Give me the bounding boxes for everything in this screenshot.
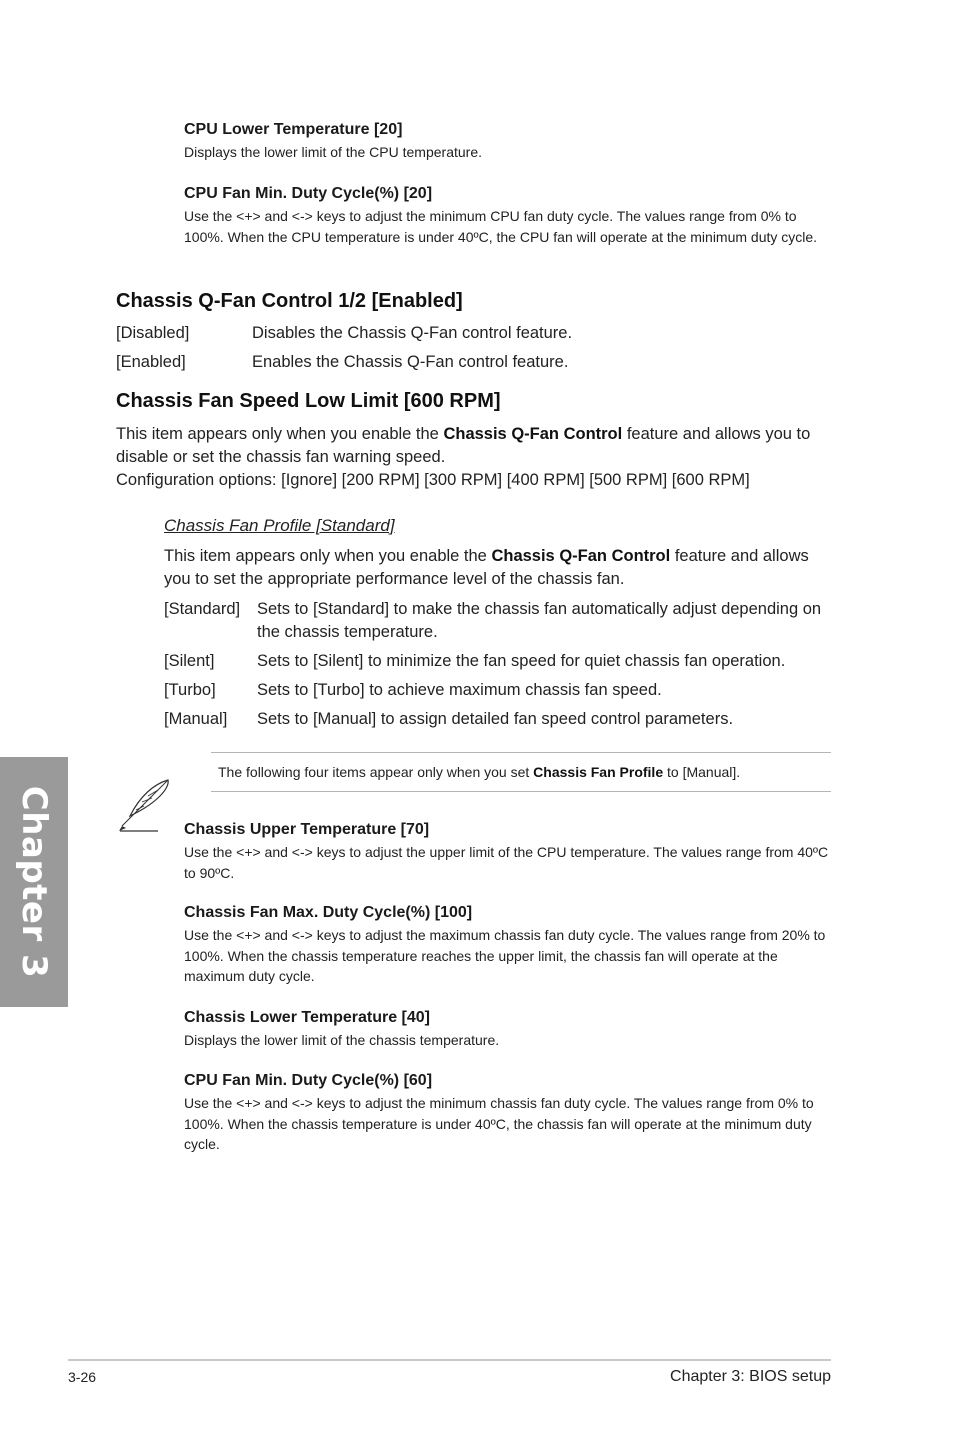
cpu-fan-min-duty-desc: Use the <+> and <-> keys to adjust the minimum CPU fan duty cycle. The values range from 0% to 100%. When the CPU temperature is under 40ºC, the CPU fan will operate at the minimum duty cycle. (184, 208, 818, 245)
chassis-qfan-options (116, 322, 836, 374)
chassis-lower-temp-title: Chassis Lower Temperature [40] (184, 1009, 431, 1026)
option-row (116, 351, 836, 374)
chassis-speed-limit-section (116, 390, 836, 492)
chassis-upper-temp-section (184, 821, 834, 883)
cpu-fan-min-duty-60-title: CPU Fan Min. Duty Cycle(%) [60] (184, 1072, 433, 1089)
cpu-fan-min-duty-60-desc: Use the <+> and <-> keys to adjust the minimum chassis fan duty cycle. The values range from 0% to 100%. When the chassis temperature is under 40ºC, the chassis fan will operate at the minimum duty cycle. (184, 1095, 814, 1152)
cpu-fan-min-duty-section (184, 185, 834, 247)
bold-term: Chassis Q-Fan Control (443, 425, 623, 443)
option-row (164, 679, 836, 702)
chassis-fan-max-duty-desc: Use the <+> and <-> keys to adjust the maximum chassis fan duty cycle. The values range from 20% to 100%. When the chassis temperature reaches the upper limit, the chassis fan will operate at the maximum duty cycle. (184, 927, 826, 984)
cpu-lower-temp-desc: Displays the lower limit of the CPU temperature. (184, 144, 482, 160)
chassis-speed-limit-description (116, 423, 836, 469)
chassis-fan-max-duty-section (184, 904, 834, 987)
chassis-profile-section (164, 514, 836, 731)
page-number: 3-26 (68, 1369, 97, 1385)
chassis-upper-temp-desc: Use the <+> and <-> keys to adjust the upper limit of the CPU temperature. The values range from 40ºC to 90ºC. (184, 844, 829, 881)
text-run: to [Manual]. (663, 764, 741, 780)
option-value: Enables the Chassis Q-Fan control feature. (252, 353, 569, 371)
cpu-lower-temp-title: CPU Lower Temperature [20] (184, 121, 403, 138)
text-run: The following four items appear only when you set (218, 764, 534, 780)
chassis-fan-max-duty-title: Chassis Fan Max. Duty Cycle(%) [100] (184, 904, 473, 921)
option-value: Disables the Chassis Q-Fan control feature. (252, 324, 573, 342)
note-box (211, 752, 831, 792)
cpu-fan-min-duty-60-section (184, 1072, 834, 1155)
option-value: Sets to [Turbo] to achieve maximum chassis fan speed. (257, 681, 662, 699)
chassis-lower-temp-section (184, 1009, 834, 1051)
text-run: feature and allows you to disable or set the chassis fan warning speed. (116, 425, 811, 466)
chassis-speed-limit-config: Configuration options: [Ignore] [200 RPM] [300 RPM] [400 RPM] [500 RPM] [600 RPM] (116, 471, 750, 489)
option-value: Sets to [Manual] to assign detailed fan speed control parameters. (257, 710, 734, 728)
option-value: Sets to [Standard] to make the chassis fan automatically adjust depending on the chassis temperature. (257, 600, 822, 641)
chassis-profile-description (164, 545, 836, 591)
chassis-qfan-section (116, 290, 836, 374)
option-key: [Enabled] (116, 353, 186, 371)
footer-divider (68, 1359, 831, 1361)
option-key: [Standard] (164, 600, 241, 618)
option-key: [Disabled] (116, 324, 190, 342)
chassis-upper-temp-title: Chassis Upper Temperature [70] (184, 821, 430, 838)
option-row (116, 322, 836, 345)
footer-chapter-title: Chapter 3: BIOS setup (670, 1368, 831, 1385)
option-key: [Manual] (164, 710, 228, 728)
chassis-speed-limit-title: Chassis Fan Speed Low Limit [600 RPM] (116, 390, 501, 412)
feather-pen-icon (114, 776, 174, 834)
feather-pen-icon-graphic (114, 776, 174, 834)
chapter-tab (0, 757, 68, 1007)
chassis-profile-title: Chassis Fan Profile [Standard] (164, 516, 395, 535)
bold-term: Chassis Q-Fan Control (491, 547, 671, 565)
chapter-tab-label: Chapter 3 (14, 785, 54, 979)
option-row (164, 650, 836, 673)
chassis-profile-options (164, 598, 836, 731)
option-key: [Turbo] (164, 681, 216, 699)
note-text (218, 764, 740, 780)
option-key: [Silent] (164, 652, 215, 670)
text-run: feature and allows you to set the appropriate performance level of the chassis fan. (164, 547, 809, 588)
bold-term: Chassis Fan Profile (533, 764, 664, 780)
option-value: Sets to [Silent] to minimize the fan speed for quiet chassis fan operation. (257, 652, 786, 670)
cpu-fan-min-duty-title: CPU Fan Min. Duty Cycle(%) [20] (184, 185, 433, 202)
chassis-qfan-title: Chassis Q-Fan Control 1/2 [Enabled] (116, 290, 463, 312)
text-run: This item appears only when you enable the (116, 425, 444, 443)
option-row (164, 708, 836, 731)
chassis-lower-temp-desc: Displays the lower limit of the chassis temperature. (184, 1032, 500, 1048)
text-run: This item appears only when you enable the (164, 547, 492, 565)
option-row (164, 598, 836, 644)
cpu-lower-temp-section (184, 121, 834, 163)
